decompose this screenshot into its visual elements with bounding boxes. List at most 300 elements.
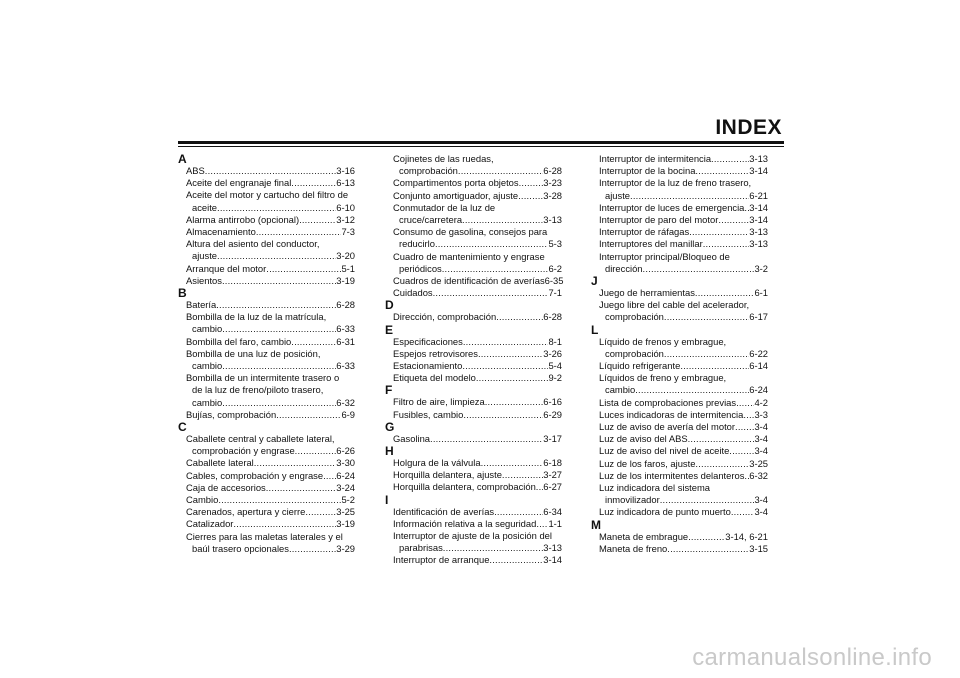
index-entry-text: Alarma antirrobo (opcional) — [186, 213, 300, 225]
index-page-number: 3-27 — [543, 469, 562, 481]
dot-leader — [289, 543, 336, 555]
index-entry-text: Lista de comprobaciones previas — [599, 396, 737, 408]
index-page-number: 6-9 — [341, 408, 355, 420]
index-entry — [393, 409, 562, 421]
index-page-number: 3-15 — [749, 542, 768, 554]
dot-leader — [736, 397, 754, 409]
dot-leader — [476, 372, 549, 384]
dot-leader — [299, 214, 336, 226]
index-entry — [186, 470, 355, 482]
index-entry-text: aceite — [192, 201, 218, 213]
header-rule-thick — [178, 141, 784, 144]
index-entry-text: Batería — [186, 299, 217, 311]
index-page-number: 3-4 — [754, 433, 768, 445]
index-page-number: 6-17 — [749, 311, 768, 323]
index-entry-text: cruce/carretera — [399, 214, 463, 226]
dot-leader — [291, 177, 336, 189]
index-page-number: 1-1 — [548, 517, 562, 529]
index-page-number: 3-14 — [749, 201, 768, 213]
dot-leader — [703, 238, 750, 250]
index-page-number: 3-17 — [543, 432, 562, 444]
index-entry-text: Catalizador — [186, 518, 234, 530]
index-entry-text: Cojinetes de las ruedas, — [393, 153, 494, 164]
index-page-number: 6-28 — [543, 165, 562, 177]
dot-leader — [305, 506, 336, 518]
index-page-number: 3-29 — [336, 542, 355, 554]
index-page-number: 6-1 — [754, 287, 768, 299]
index-entry — [393, 518, 562, 530]
dot-leader — [689, 226, 749, 238]
dot-leader — [664, 311, 749, 323]
index-entry-text: Caballete lateral — [186, 457, 254, 469]
index-entry — [599, 336, 768, 360]
index-page-number: 3-3 — [754, 408, 768, 420]
index-entry-text: periódicos — [399, 262, 442, 274]
index-page-number: 6-16 — [543, 396, 562, 408]
index-entry — [393, 275, 562, 287]
index-page-number: 5-3 — [548, 238, 562, 250]
index-entry — [599, 543, 768, 555]
index-entry — [393, 287, 562, 299]
index-entry-text: cambio — [192, 360, 223, 372]
index-entry — [599, 360, 768, 372]
index-entry-text: ABS — [186, 165, 205, 176]
page-title: INDEX — [715, 116, 782, 139]
index-entry-text: Caja de accesorios — [186, 481, 266, 493]
index-page-number: 6-24 — [336, 469, 355, 481]
index-entry — [186, 531, 355, 555]
index-entry — [599, 445, 768, 457]
index-page-number: 6-2 — [548, 262, 562, 274]
index-entry — [186, 506, 355, 518]
index-entry — [393, 311, 562, 323]
index-entry-text: comprobación y engrase — [192, 445, 295, 457]
dot-leader — [494, 506, 543, 518]
dot-leader — [323, 470, 336, 482]
dot-leader — [660, 494, 755, 506]
dot-leader — [695, 165, 749, 177]
index-entry-text: Interruptor de ráfagas — [599, 226, 690, 238]
index-page-number: 3-2 — [754, 262, 768, 274]
index-page-number: 6-28 — [543, 311, 562, 323]
index-entry-text: Luz de aviso de avería del motor — [599, 421, 736, 433]
index-page-number: 3-4 — [754, 421, 768, 433]
index-entry-text: Interruptor de la luz de freno trasero, — [599, 177, 752, 189]
dot-leader — [462, 360, 548, 372]
index-entry — [393, 433, 562, 445]
index-column-1 — [178, 153, 355, 555]
index-page-number: 6-22 — [749, 347, 768, 359]
index-page-number: 5-2 — [341, 494, 355, 506]
index-entry-text: Altura del asiento del conductor, — [186, 238, 320, 250]
index-entry-text: Interruptor de paro del motor — [599, 214, 719, 226]
index-letter-heading: B — [178, 286, 187, 301]
index-entry — [393, 251, 562, 275]
index-entry-text: Bombilla del faro, cambio — [186, 335, 292, 347]
index-entry — [186, 275, 355, 287]
index-entry-text: Interruptor de arranque — [393, 554, 490, 566]
index-entry-text: Luz indicadora del sistema — [599, 482, 710, 494]
index-entry — [599, 153, 768, 165]
index-page-number: 3-24 — [336, 481, 355, 493]
index-column-3 — [591, 153, 768, 555]
index-entry-text: Cambio — [186, 494, 219, 506]
index-page-number: 3-28 — [543, 189, 562, 201]
index-entry-text: Cierres para las maletas laterales y el — [186, 530, 343, 542]
index-letter-heading: E — [385, 322, 394, 337]
dot-leader — [266, 482, 337, 494]
index-page-number: 6-32 — [336, 396, 355, 408]
dot-leader — [217, 202, 336, 214]
index-entry-text: Cables, comprobación y engrase — [186, 469, 324, 481]
index-page-number: 3-16 — [336, 165, 355, 176]
index-entry-text: Información relativa a la seguridad — [393, 517, 537, 529]
index-page-number: 3-19 — [336, 518, 355, 530]
index-entry-text: Maneta de embrague — [599, 530, 689, 542]
index-entry — [393, 457, 562, 469]
index-entry-text: Interruptor de ajuste de la posición del — [393, 530, 552, 542]
index-page-number: 3-25 — [336, 506, 355, 518]
index-entry — [393, 469, 562, 481]
index-entry — [393, 506, 562, 518]
dot-leader — [295, 445, 337, 457]
index-entry-text: Aceite del motor y cartucho del filtro de — [186, 189, 349, 201]
index-entry — [599, 226, 768, 238]
index-entry-text: Bombilla de un intermitente trasero o — [186, 372, 340, 384]
dot-leader — [519, 177, 544, 189]
index-page-number: 6-33 — [336, 360, 355, 372]
dot-leader — [222, 323, 336, 335]
index-entry — [393, 202, 562, 226]
index-page-number: 7-3 — [341, 226, 355, 238]
index-page-number: 3-13 — [749, 238, 768, 250]
index-page-number: 3-14 — [749, 214, 768, 226]
index-page-number: 6-32 — [749, 469, 768, 481]
index-entry-text: Conjunto amortiguador, ajuste — [393, 189, 519, 201]
index-page-number: 6-18 — [543, 457, 562, 469]
index-entry-text: inmovilizador — [605, 494, 660, 506]
dot-leader — [635, 384, 749, 396]
index-entry — [599, 458, 768, 470]
dot-leader — [217, 250, 336, 262]
dot-leader — [688, 433, 755, 445]
index-entry-text: cambio — [192, 396, 223, 408]
index-entry-text: Interruptor de intermitencia — [599, 153, 712, 164]
index-page-number: 5-4 — [548, 360, 562, 372]
index-page-number: 3-14 — [749, 165, 768, 177]
index-entry-text: de la luz de freno/piloto trasero, — [192, 384, 324, 396]
index-page-number: 3-13 — [749, 153, 768, 164]
index-entry-text: baúl trasero opcionales — [192, 542, 289, 554]
index-page-number: 3-20 — [336, 250, 355, 262]
index-entry-text: Bujías, comprobación — [186, 408, 277, 420]
index-entry — [599, 433, 768, 445]
index-page-number: 6-14 — [749, 360, 768, 372]
index-entry — [186, 263, 355, 275]
index-entry — [393, 481, 562, 493]
index-page-number: 6-28 — [336, 299, 355, 311]
dot-leader — [664, 348, 749, 360]
index-page-number: 6-27 — [543, 481, 562, 493]
index-entry — [186, 372, 355, 409]
index-letter-heading: C — [178, 420, 187, 435]
dot-leader — [433, 287, 549, 299]
dot-leader — [743, 409, 754, 421]
index-letter-heading: M — [591, 517, 601, 532]
dot-leader — [222, 360, 336, 372]
index-entry-text: Caballete central y caballete lateral, — [186, 433, 335, 445]
index-entry-text: Aceite del engranaje final — [186, 177, 292, 189]
dot-leader — [667, 543, 749, 555]
index-page-number: 3-23 — [543, 177, 562, 189]
index-entry-text: Cuadros de identificación de averías — [393, 275, 545, 287]
index-entry-text: Luz indicadora de punto muerto — [599, 506, 731, 518]
index-page-number: 6-29 — [543, 408, 562, 420]
index-entry — [186, 348, 355, 372]
index-entry — [599, 506, 768, 518]
index-entry — [186, 518, 355, 530]
index-page-number: 6-33 — [336, 323, 355, 335]
index-entry-text: ajuste — [192, 250, 218, 262]
index-page-number: 9-2 — [548, 372, 562, 384]
index-entry — [186, 177, 355, 189]
index-page-number: 3-19 — [336, 274, 355, 286]
index-page-number: 5-1 — [341, 262, 355, 274]
dot-leader — [729, 445, 754, 457]
index-entry-text: Luz de los faros, ajuste — [599, 457, 696, 469]
dot-leader — [731, 506, 755, 518]
dot-leader — [233, 518, 336, 530]
index-entry — [599, 470, 768, 482]
index-entry — [599, 238, 768, 250]
index-entry — [599, 214, 768, 226]
index-entry — [186, 189, 355, 213]
index-page-number: 3-12 — [336, 213, 355, 225]
index-entry-text: comprobación — [605, 311, 664, 323]
index-entry-text: Luces indicadoras de intermitencia — [599, 408, 744, 420]
index-page-number: 8-1 — [548, 335, 562, 347]
index-entry-text: dirección — [605, 262, 643, 274]
index-page-number: 6-10 — [336, 201, 355, 213]
index-page-number: 3-26 — [543, 347, 562, 359]
index-entry — [393, 336, 562, 348]
index-page-number: 6-26 — [336, 445, 355, 457]
dot-leader — [291, 336, 336, 348]
dot-leader — [216, 299, 336, 311]
index-entry-text: Consumo de gasolina, consejos para — [393, 226, 548, 238]
index-entry-text: Estacionamiento — [393, 360, 463, 372]
index-page-number: 3-13 — [543, 542, 562, 554]
index-page-number: 3-14 — [543, 554, 562, 566]
index-entry-text: Carenados, apertura y cierre — [186, 506, 306, 518]
index-entry-text: Interruptores del manillar — [599, 238, 703, 250]
dot-leader — [518, 190, 543, 202]
index-entry — [393, 153, 562, 177]
index-entry — [599, 482, 768, 506]
index-entry-text: Bombilla de la luz de la matrícula, — [186, 311, 327, 323]
index-entry-text: Interruptor de luces de emergencia — [599, 201, 745, 213]
dot-leader — [218, 494, 341, 506]
index-letter-heading: L — [591, 322, 599, 337]
index-page-number: 3-4 — [754, 445, 768, 457]
index-entry-text: Maneta de freno — [599, 542, 668, 554]
index-entry-text: Identificación de averías — [393, 505, 495, 517]
index-entry — [599, 397, 768, 409]
dot-leader — [489, 554, 543, 566]
index-entry-text: Etiqueta del modelo — [393, 372, 476, 384]
index-entry — [393, 360, 562, 372]
dot-leader — [695, 287, 755, 299]
index-page-number: 3-13 — [543, 214, 562, 226]
dot-leader — [643, 263, 755, 275]
index-entry-text: Juego libre del cable del acelerador, — [599, 299, 750, 311]
index-entry-text: comprobación — [605, 347, 664, 359]
index-entry-text: Luz de aviso del ABS — [599, 433, 688, 445]
index-entry-text: Espejos retrovisores — [393, 347, 478, 359]
header-rule-thin — [178, 146, 784, 147]
index-letter-heading: H — [385, 444, 394, 459]
index-entry-text: Arranque del motor — [186, 262, 267, 274]
index-entry-text: ajuste — [605, 189, 631, 201]
index-entry-text: Horquilla delantera, comprobación — [393, 481, 536, 493]
dot-leader — [222, 275, 336, 287]
index-page-number: 3-25 — [749, 457, 768, 469]
index-entry — [393, 226, 562, 250]
index-entry-text: Luz de los intermitentes delanteros — [599, 469, 745, 481]
dot-leader — [205, 165, 336, 177]
dot-leader — [443, 542, 543, 554]
index-entry-text: Cuadro de mantenimiento y engrase — [393, 250, 545, 262]
index-entry — [599, 202, 768, 214]
dot-leader — [711, 153, 749, 165]
index-entry — [186, 433, 355, 457]
index-entry — [186, 409, 355, 421]
index-entry-text: Líquidos de freno y embrague, — [599, 372, 727, 384]
index-entry-text: Luz de aviso del nivel de aceite — [599, 445, 730, 457]
index-column-2 — [385, 153, 562, 567]
index-entry — [393, 396, 562, 408]
index-page-number: 3-13 — [749, 226, 768, 238]
index-page-number: 6-13 — [336, 177, 355, 189]
index-entry-text: Holgura de la válvula — [393, 457, 481, 469]
dot-leader — [222, 397, 336, 409]
index-entry-text: Bombilla de una luz de posición, — [186, 347, 321, 359]
index-entry — [186, 311, 355, 335]
index-entry — [599, 421, 768, 433]
index-entry — [186, 494, 355, 506]
index-entry-text: reducirlo — [399, 238, 435, 250]
index-entry — [599, 251, 768, 275]
index-entry — [393, 348, 562, 360]
dot-leader — [463, 336, 549, 348]
dot-leader — [463, 409, 543, 421]
index-entry — [599, 372, 768, 396]
index-entry-text: Filtro de aire, limpieza — [393, 396, 485, 408]
dot-leader — [254, 457, 336, 469]
dot-leader — [536, 518, 548, 530]
index-entry-text: Interruptor de la bocina — [599, 165, 696, 177]
index-page-number: 6-31 — [336, 335, 355, 347]
index-page-number: 3-14, 6-21 — [725, 530, 768, 542]
dot-leader — [718, 214, 749, 226]
dot-leader — [481, 457, 544, 469]
dot-leader — [735, 421, 754, 433]
dot-leader — [266, 263, 341, 275]
dot-leader — [680, 360, 749, 372]
index-entry-text: Juego de herramientas — [599, 287, 695, 299]
index-page-number: 3-30 — [336, 457, 355, 469]
index-page-number: 6-21 — [749, 189, 768, 201]
index-entry — [599, 299, 768, 323]
index-entry-text: Líquido de frenos y embrague, — [599, 335, 727, 347]
index-entry — [393, 530, 562, 554]
index-page-number: 6-35 — [544, 275, 564, 287]
dot-leader — [688, 531, 725, 543]
index-entry-text: Fusibles, cambio — [393, 408, 464, 420]
index-letter-heading: A — [178, 152, 187, 166]
index-entry-text: Gasolina — [393, 432, 431, 444]
index-entry — [186, 238, 355, 262]
watermark: carmanualsonline.info — [692, 644, 932, 671]
index-letter-heading: F — [385, 383, 393, 398]
index-entry — [393, 177, 562, 189]
dot-leader — [458, 165, 543, 177]
index-page-number: 3-4 — [754, 506, 768, 518]
dot-leader — [496, 311, 543, 323]
index-entry-text: Compartimentos porta objetos — [393, 177, 519, 189]
dot-leader — [536, 481, 543, 493]
index-entry — [599, 287, 768, 299]
index-entry-text: Asientos — [186, 274, 222, 286]
index-page-number: 6-24 — [749, 384, 768, 396]
dot-leader — [442, 263, 549, 275]
dot-leader — [430, 433, 543, 445]
index-entry — [599, 531, 768, 543]
index-entry-text: parabrisas — [399, 542, 443, 554]
index-entry — [186, 214, 355, 226]
index-entry — [186, 482, 355, 494]
index-entry-text: cambio — [192, 323, 223, 335]
index-letter-heading: J — [591, 274, 598, 289]
index-entry — [186, 336, 355, 348]
index-page-number: 6-34 — [543, 505, 562, 517]
dot-leader — [695, 458, 749, 470]
index-entry — [599, 177, 768, 201]
index-entry — [393, 554, 562, 566]
dot-leader — [462, 214, 543, 226]
index-entry-text: Dirección, comprobación — [393, 311, 497, 323]
index-entry-text: Horquilla delantera, ajuste — [393, 469, 502, 481]
index-entry — [186, 165, 355, 177]
index-entry-text: Especificaciones — [393, 335, 463, 347]
index-entry-text: Interruptor principal/Bloqueo de — [599, 250, 730, 262]
index-entry — [599, 165, 768, 177]
dot-leader — [276, 409, 341, 421]
index-page-number: 3-4 — [754, 494, 768, 506]
index-letter-heading: D — [385, 298, 394, 313]
index-entry-text: Conmutador de la luz de — [393, 201, 496, 213]
index-entry-text: cambio — [605, 384, 636, 396]
index-entry — [186, 457, 355, 469]
index-entry — [186, 226, 355, 238]
dot-leader — [435, 238, 548, 250]
dot-leader — [478, 348, 543, 360]
index-letter-heading: G — [385, 419, 395, 434]
index-entry — [599, 409, 768, 421]
dot-leader — [485, 396, 544, 408]
index-entry-text: Cuidados — [393, 287, 433, 299]
dot-leader — [256, 226, 342, 238]
